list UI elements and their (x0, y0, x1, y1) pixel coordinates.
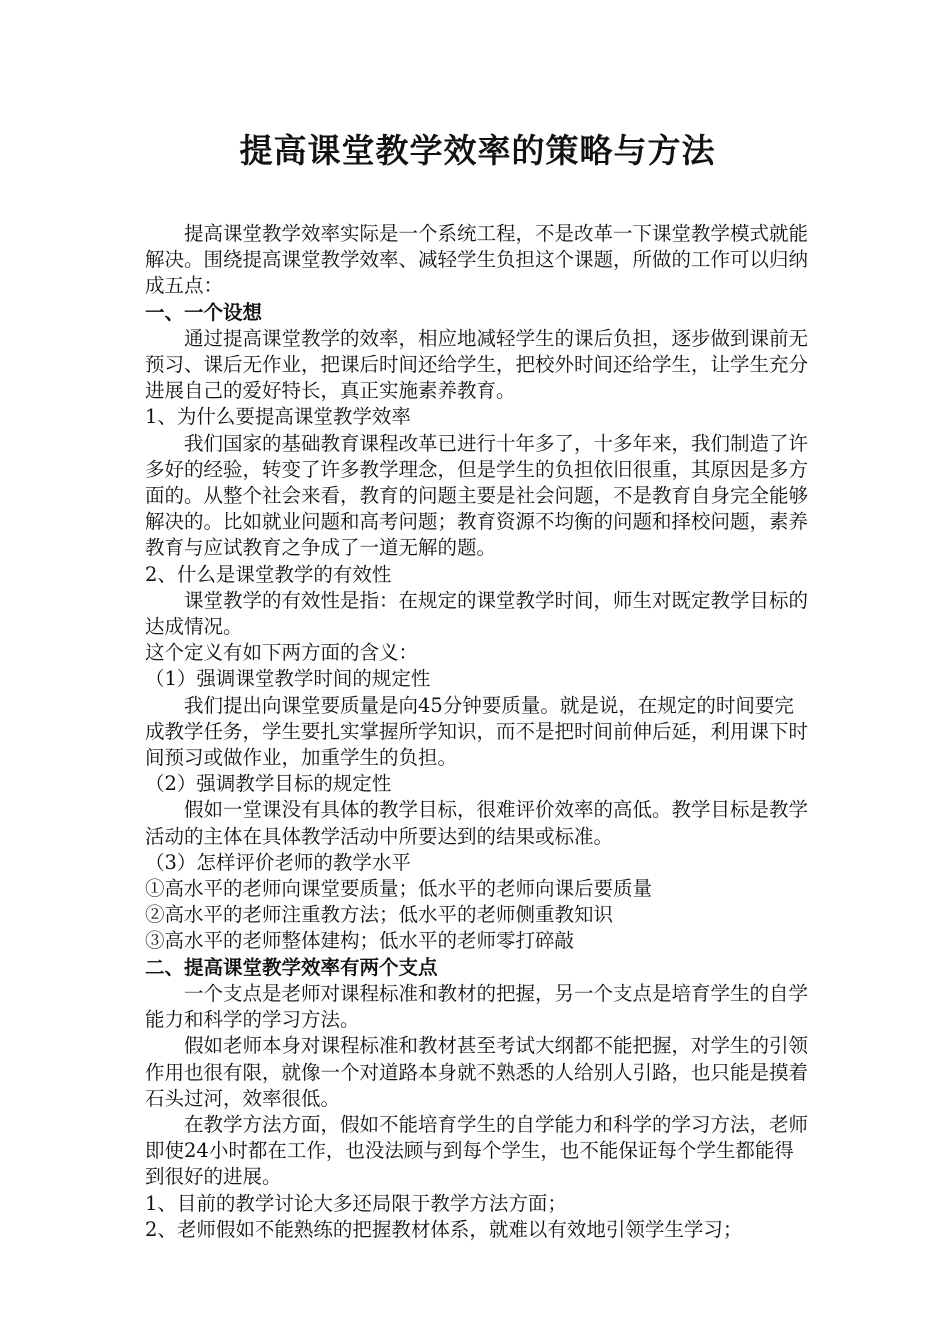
list-item: ①高水平的老师向课堂要质量；低水平的老师向课后要质量 (145, 877, 653, 901)
list-item: 2、老师假如不能熟练的把握教材体系，就难以有效地引领学生学习； (145, 1217, 743, 1241)
paragraph: 假如老师本身对课程标准和教材甚至考试大纲都不能把握，对学生的引领作用也很有限，就像一个对道路本身就不熟悉的人给别人引路，也只能是摸着石头过河，效率很低。 (145, 1034, 809, 1110)
paragraph: 假如一堂课没有具体的教学目标，很难评价效率的高低。教学目标是教学活动的主体在具体教学活动中所要达到的结果或标准。 (145, 798, 809, 848)
paragraph: 我们提出向课堂要质量是向45分钟要质量。就是说，在规定的时间要完成教学任务，学生要扎实掌握所学知识，而不是把时间前伸后延，利用课下时间预习或做作业，加重学生的负担。 (145, 693, 809, 770)
paragraph: 这个定义有如下两方面的含义： (145, 641, 419, 665)
section-heading: 二、提高课堂教学效率有两个支点 (145, 955, 438, 979)
subsection-heading: （2）强调教学目标的规定性 (145, 772, 392, 796)
subsection-heading: （3）怎样评价老师的教学水平 (145, 850, 411, 874)
list-item: 1、目前的教学讨论大多还局限于教学方法方面； (145, 1191, 567, 1215)
subsection-heading: 1、为什么要提高课堂教学效率 (145, 405, 411, 429)
paragraph: 课堂教学的有效性是指：在规定的课堂教学时间，师生对既定教学目标的达成情况。 (145, 588, 809, 639)
paragraph: 提高课堂教学效率实际是一个系统工程，不是改革一下课堂教学模式就能解决。围绕提高课堂教学效率、减轻学生负担这个课题，所做的工作可以归纳成五点： (145, 222, 809, 298)
section-heading: 一、一个设想 (145, 300, 263, 324)
document-body (145, 221, 810, 1243)
document-title: 提高课堂教学效率的策略与方法 (239, 131, 716, 170)
paragraph: 在教学方法方面，假如不能培育学生的自学能力和科学的学习方法，老师即使24小时都在工作，也没法顾与到每个学生，也不能保证每个学生都能得到很好的进展。 (145, 1112, 809, 1189)
subsection-heading: （1）强调课堂教学时间的规定性 (145, 667, 431, 691)
list-item: ②高水平的老师注重教方法；低水平的老师侧重教知识 (145, 903, 614, 927)
subsection-heading: 2、什么是课堂教学的有效性 (145, 562, 392, 586)
list-item: ③高水平的老师整体建构；低水平的老师零打碎敲 (145, 929, 575, 953)
paragraph: 通过提高课堂教学的效率，相应地减轻学生的课后负担，逐步做到课前无预习、课后无作业，把课后时间还给学生，把校外时间还给学生，让学生充分进展自己的爱好特长，真正实施素养教育。 (145, 326, 809, 403)
paragraph: 一个支点是老师对课程标准和教材的把握，另一个支点是培育学生的自学能力和科学的学习方法。 (145, 981, 809, 1032)
paragraph: 我们国家的基础教育课程改革已进行十年多了，十多年来，我们制造了许多好的经验，转变了许多教学理念，但是学生的负担依旧很重，其原因是多方面的。从整个社会来看，教育的问题主要是社会问题，不是教育自身完全能够解决的。比如就业问题和高考问题；教育资源不均衡的问题和择校问题，素养教育与应试教育之争成了一道无解的题。 (145, 431, 809, 560)
